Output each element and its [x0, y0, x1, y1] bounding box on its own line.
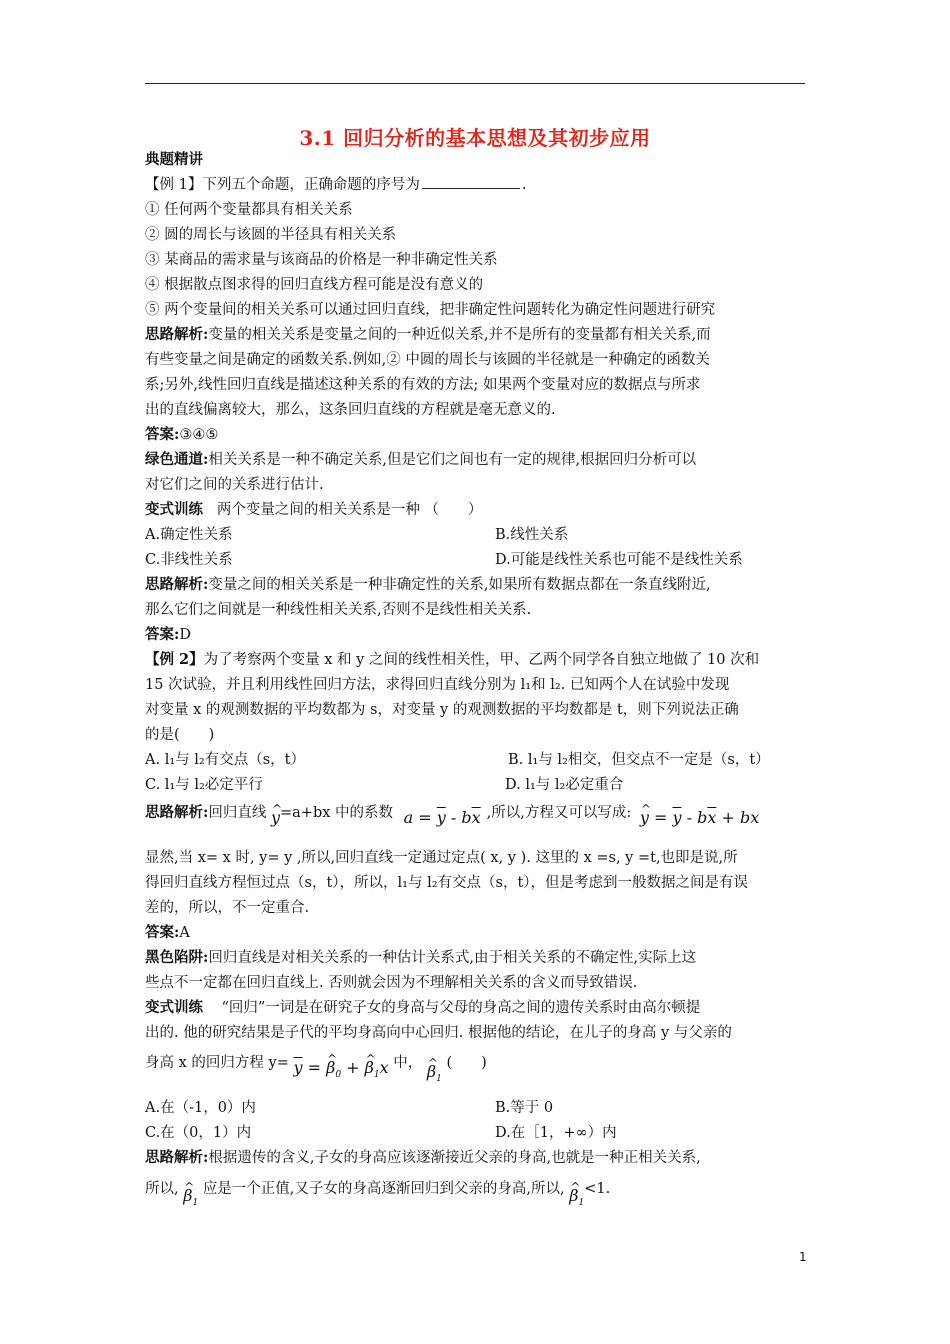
- analysis-text: ,所以,方程又可以写成:: [486, 805, 632, 821]
- analysis-label: 思路解析:: [145, 1149, 209, 1166]
- coefficient-formula: $a = \overline{y} - b\overline{x}$: [403, 808, 481, 827]
- ex2-label: 【例 2】: [145, 651, 204, 668]
- beta1-hat-symbol: ^ $\beta_1$: [183, 1186, 198, 1205]
- analysis-text: =a+bx 中的系数: [280, 805, 394, 821]
- var1-question: [145, 498, 810, 522]
- option-a: A.确定性关系: [145, 527, 233, 543]
- black-text: 回归直线是对相关关系的一种估计关系式,由于相关关系的不确定性,实际上这: [208, 950, 697, 966]
- option-a: A. l₁与 l₂有交点（s，t）: [145, 752, 305, 768]
- answer-value: ③④⑤: [179, 427, 219, 443]
- ex1-analysis-line: [145, 323, 810, 347]
- answer-label: 答案:: [145, 924, 180, 941]
- ex2-text: 为了考察两个变量 x 和 y 之间的线性相关性，甲、乙两个同学各自独立地做了 10 次和: [203, 652, 760, 668]
- var2-analysis-line: [145, 1176, 810, 1207]
- analysis-text: <1.: [584, 1181, 611, 1197]
- option-d: D.在［1，+∞）内: [495, 1125, 617, 1141]
- analysis-text: 应是一个正值,又子女的身高逐渐回归到父亲的身高,所以,: [202, 1181, 565, 1197]
- variant-text: 身高 x 的回归方程 y=: [145, 1055, 289, 1071]
- ex1-item: ⑤ 两个变量间的相关关系可以通过回归直线，把非确定性问题转化为确定性问题进行研究: [145, 302, 716, 318]
- ex2-analysis-line: [145, 800, 810, 825]
- answer-blank: [422, 174, 520, 189]
- var1-analysis-line: [145, 573, 810, 597]
- ex1-question-end: .: [521, 177, 527, 193]
- ex1-answer: [145, 423, 810, 447]
- ex1-label: 【例 1】: [145, 177, 203, 193]
- y-hat-symbol: ^ y: [271, 806, 280, 830]
- option-b: B. l₁与 l₂相交，但交点不一定是（s，t）: [508, 752, 770, 768]
- ex2-analysis-line: 显然,当 x= x 时, y= y ,所以,回归直线一定通过定点( x, y ). 这里的 x =s, y =t,也即是说,所: [145, 850, 738, 866]
- ex1-analysis-line: 系;另外,线性回归直线是描述这种关系的有效的方法; 如果两个变量对应的数据点与所求: [145, 377, 701, 393]
- analysis-text: 根据遗传的含义,子女的身高应该逐渐接近父亲的身高,也就是一种正相关关系,: [208, 1150, 701, 1166]
- header-rule: [145, 83, 805, 84]
- analysis-label: 思路解析:: [145, 576, 209, 593]
- ex2-answer: [145, 921, 810, 945]
- answer-label: 答案:: [145, 626, 180, 643]
- option-b: B.线性关系: [495, 527, 569, 543]
- green-note-line: [145, 448, 810, 472]
- ex1-item: ② 圆的周长与该圆的半径具有相关关系: [145, 227, 397, 243]
- analysis-text: 变量的相关关系是变量之间的一种近似关系,并不是所有的变量都有相关关系,而: [208, 327, 711, 343]
- section-heading: 典题精讲: [145, 151, 203, 168]
- regression-formula: ^ $y = \overline{y} - b\overline{x}$ + bx: [640, 808, 759, 827]
- ex1-item: ③ 某商品的需求量与该商品的价格是一种非确定性关系: [145, 252, 498, 268]
- variant-text: “回归”一词是在研究子女的身高与父母的身高之间的遗传关系时由高尔顿提: [221, 1000, 701, 1016]
- var1-answer: [145, 623, 810, 647]
- ex1-analysis-line: 出的直线偏离较大，那么，这条回归直线的方程就是毫无意义的.: [145, 402, 556, 418]
- answer-value: A: [179, 925, 190, 941]
- ex1-item: ① 任何两个变量都具有相关关系: [145, 202, 353, 218]
- option-a: A.在（-1，0）内: [145, 1100, 256, 1116]
- beta-regression-formula: $\overline{y}$ = ^ $\beta_0$ + ^ $\beta_1x$: [293, 1058, 388, 1077]
- var2-line: [145, 996, 810, 1020]
- analysis-label: 思路解析:: [145, 326, 209, 343]
- analysis-text: 所以,: [145, 1181, 179, 1197]
- black-label: 黑色陷阱:: [145, 949, 209, 966]
- beta1-hat-symbol: ^ $\beta_1$: [427, 1062, 442, 1081]
- variant-label: 变式训练: [145, 999, 203, 1016]
- green-note-line: 对它们之间的关系进行估计.: [145, 477, 324, 493]
- green-text: 相关关系是一种不确定关系,但是它们之间也有一定的规律,根据回归分析可以: [208, 452, 697, 468]
- variant-text: 中，: [393, 1055, 423, 1071]
- black-trap-line: 些点不一定都在回归直线上. 否则就会因为不理解相关关系的含义而导致错误.: [145, 975, 638, 991]
- var2-line: 出的. 他的研究结果是子代的平均身高向中心回归. 根据他的结论，在儿子的身高 y 与父亲的: [145, 1025, 732, 1041]
- ex2-line: 15 次试验，并且利用线性回归方法，求得回归直线分别为 l₁和 l₂. 已知两个人在试验中发现: [145, 677, 730, 693]
- analysis-label: 思路解析:: [145, 804, 209, 821]
- ex1-item: ④ 根据散点图求得的回归直线方程可能是没有意义的: [145, 277, 484, 293]
- option-b: B.等于 0: [495, 1100, 554, 1116]
- variant-text: ( ): [446, 1055, 487, 1071]
- analysis-text: 变量之间的相关关系是一种非确定性的关系,如果所有数据点都在一条直线附近,: [208, 577, 711, 593]
- ex2-analysis-line: 差的，所以，不一定重合.: [145, 900, 310, 916]
- var1-analysis-line: 那么它们之间就是一种线性相关关系,否则不是线性相关关系.: [145, 602, 532, 618]
- ex2-line: 对变量 x 的观测数据的平均数都为 s，对变量 y 的观测数据的平均数都是 t，则下列说法正确: [145, 702, 739, 718]
- answer-label: 答案:: [145, 426, 180, 443]
- ex1-question-text: 下列五个命题，正确命题的序号为: [202, 177, 420, 193]
- answer-value: D: [179, 627, 191, 643]
- ex2-line: 的是( ): [145, 727, 215, 743]
- green-label: 绿色通道:: [145, 451, 209, 468]
- ex1-analysis-line: 有些变量之间是确定的函数关系.例如,② 中圆的周长与该圆的半径就是一种确定的函数关: [145, 352, 710, 368]
- var2-line: [145, 1050, 810, 1085]
- black-trap-line: [145, 946, 810, 970]
- option-c: C.非线性关系: [145, 552, 233, 568]
- option-c: C.在（0，1）内: [145, 1125, 252, 1141]
- page-title: 3.1 回归分析的基本思想及其初步应用: [299, 126, 651, 150]
- ex2-line: [145, 648, 810, 672]
- page-number: 1: [799, 1250, 807, 1264]
- variant-label: 变式训练: [145, 501, 203, 518]
- var2-analysis-line: [145, 1146, 810, 1170]
- ex2-analysis-line: 得回归直线方程恒过点（s，t），所以，l₁与 l₂有交点（s，t），但是考虑到一般数据之间是有误: [145, 875, 749, 891]
- beta1-hat-symbol: ^ $\beta_1$: [569, 1186, 584, 1205]
- option-d: D. l₁与 l₂必定重合: [505, 777, 624, 793]
- ex1-question: [145, 173, 810, 197]
- option-c: C. l₁与 l₂必定平行: [145, 777, 263, 793]
- analysis-text: 回归直线: [208, 805, 267, 821]
- variant-question: 两个变量之间的相关关系是一种 （ ）: [216, 502, 483, 518]
- option-d: D.可能是线性关系也可能不是线性关系: [495, 552, 743, 568]
